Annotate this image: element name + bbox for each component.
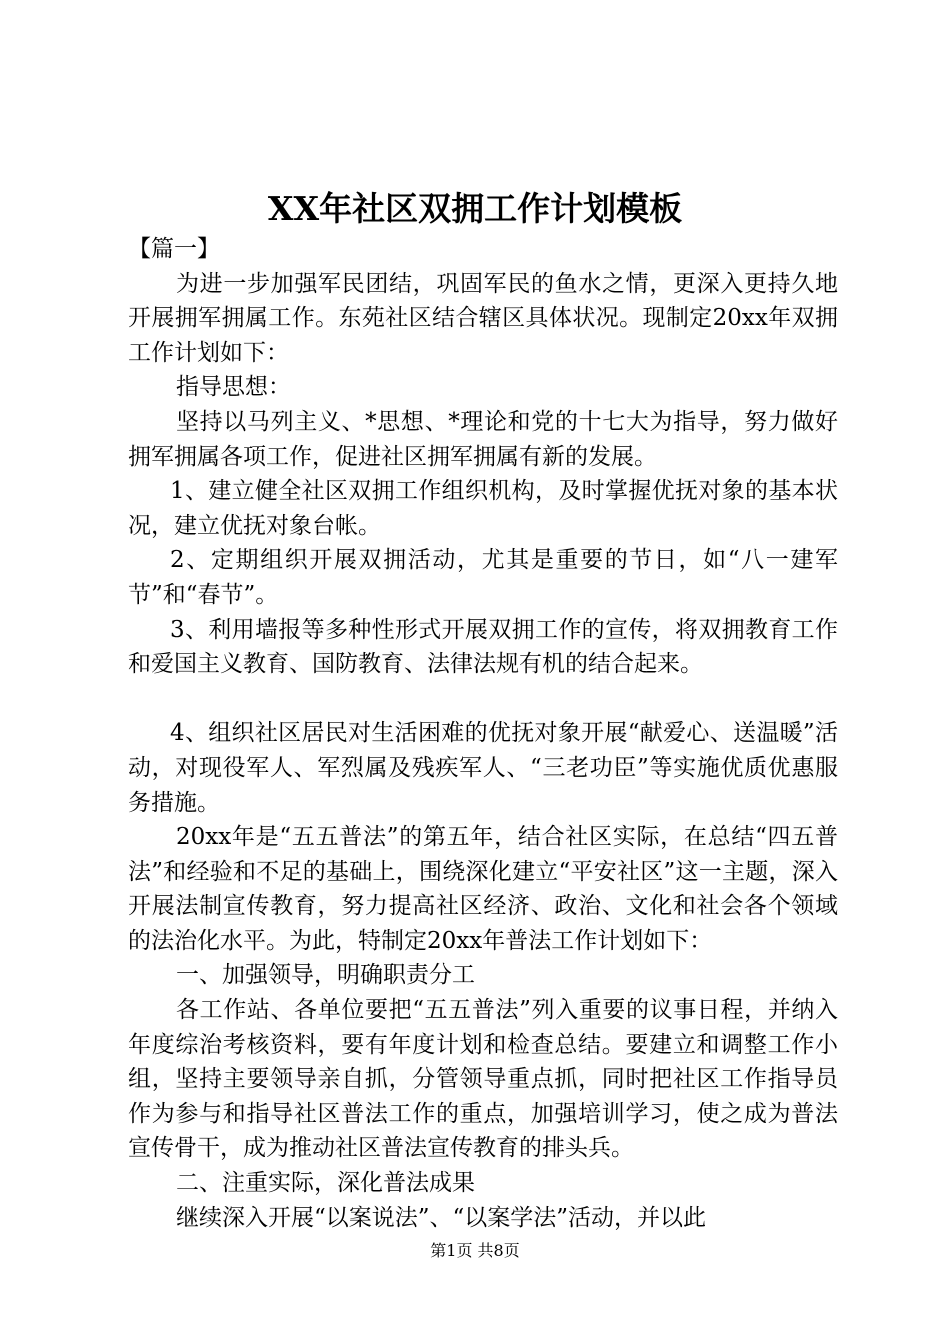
paragraph-item-3: 3、利用墙报等多种性形式开展双拥工作的宣传，将双拥教育工作和爱国主义教育、国防教育、法律法规有机的结合起来。 — [128, 616, 838, 678]
document-title: XX年社区双拥工作计划模板 — [267, 189, 683, 228]
paragraph-item-2: 2、定期组织开展双拥活动，尤其是重要的节日，如“八一建军节”和“春节”。 — [128, 547, 838, 608]
paragraph-section-one-heading: 一、加强领导，明确职责分工 — [176, 962, 475, 989]
page-number-footer: 第1页 共8页 — [430, 1241, 520, 1260]
paragraph-section-two-heading: 二、注重实际，深化普法成果 — [176, 1170, 475, 1197]
paragraph-intro: 为进一步加强军民团结，巩固军民的鱼水之情，更深入更持久地开展拥军拥属工作。东苑社区结合辖区具体状况。现制定20xx年双拥工作计划如下： — [128, 270, 838, 366]
paragraph-spacer — [128, 682, 838, 717]
paragraph-guiding-body: 坚持以马列主义、*思想、*理论和党的十七大为指导，努力做好拥军拥属各项工作，促进社区拥军拥属有新的发展。 — [128, 408, 838, 470]
paragraph-item-4: 4、组织社区居民对生活困难的优抚对象开展“献爱心、送温暖”活动，对现役军人、军烈属及残疾军人、“三老功臣”等实施优质优惠服务措施。 — [128, 720, 838, 816]
paragraph-item-1: 1、建立健全社区双拥工作组织机构，及时掌握优抚对象的基本状况，建立优抚对象台帐。 — [128, 478, 838, 539]
section-heading-part-one: 【篇一】 — [128, 236, 220, 262]
paragraph-section-one-body: 各工作站、各单位要把“五五普法”列入重要的议事日程，并纳入年度综治考核资料，要有年度计划和检查总结。要建立和调整工作小组，坚持主要领导亲自抓，分管领导重点抓，同时把社区工作指导员作为参与和指导社区普法工作的重点，加强培训学习，使之成为普法宣传骨干，成为推动社区普法宣传教育的排头兵。 — [128, 997, 838, 1162]
document-body — [128, 232, 838, 1235]
paragraph-guiding-heading: 指导思想： — [176, 374, 291, 401]
paragraph-section-two-body: 继续深入开展“以案说法”、“以案学法”活动，并以此 — [176, 1204, 707, 1231]
paragraph-legal-intro: 20xx年是“五五普法”的第五年，结合社区实际，在总结“四五普法”和经验和不足的基础上，围绕深化建立“平安社区”这一主题，深入开展法制宣传教育，努力提高社区经济、政治、文化和社会各个领域的法治化水平。为此，特制定20xx年普法工作计划如下： — [128, 824, 838, 954]
